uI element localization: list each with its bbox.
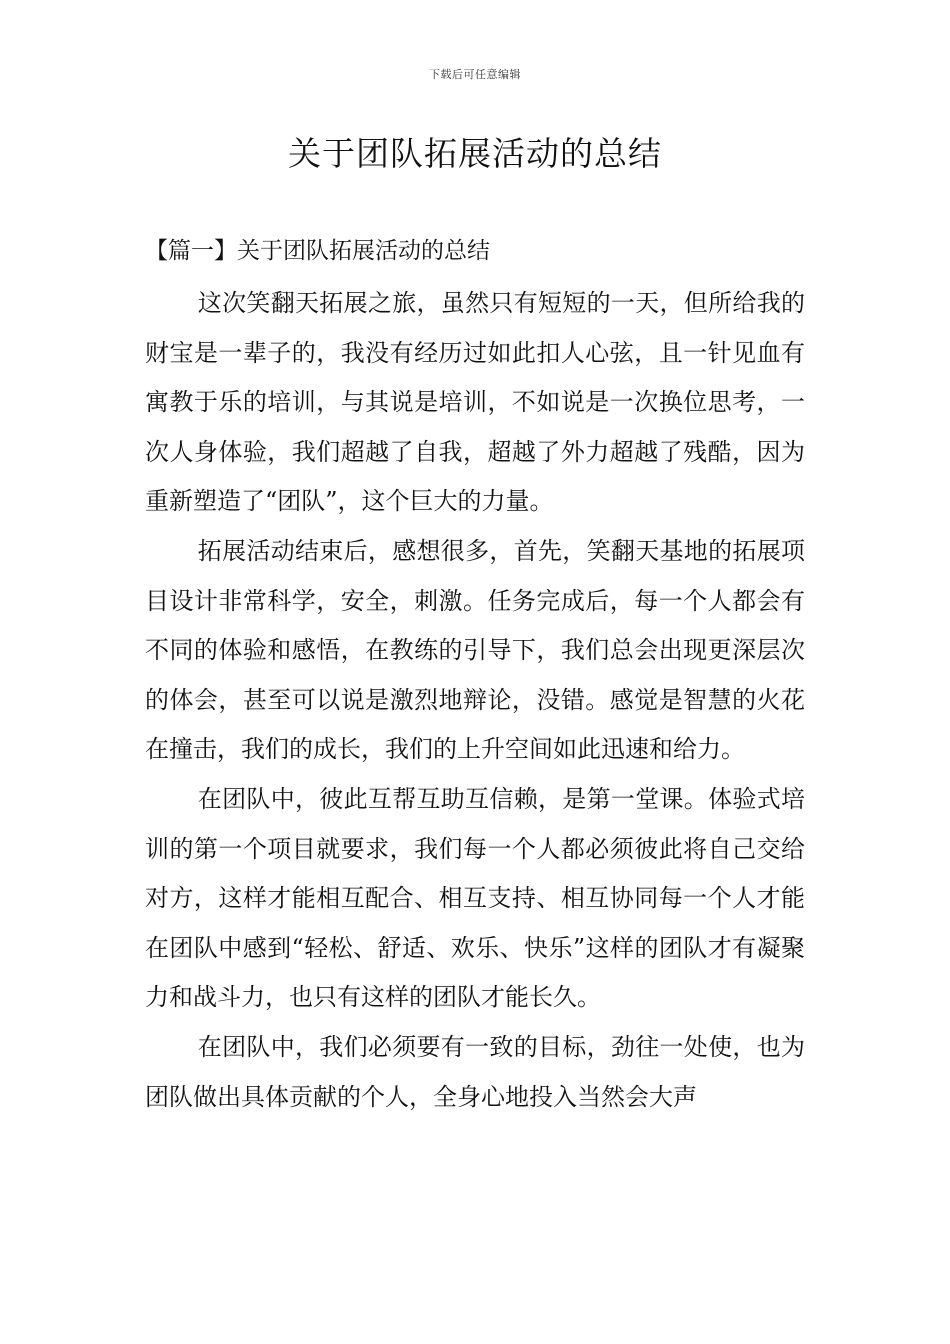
paragraph: 拓展活动结束后，感想很多，首先，笑翻天基地的拓展项目设计非常科学，安全，刺激。任务完成后，每一个人都会有不同的体验和感悟，在教练的引导下，我们总会出现更深层次的体会，甚至可以说是激烈地辩论，没错。感觉是智慧的火花在撞击，我们的成长，我们的上升空间如此迅速和给力。	[145, 536, 805, 764]
download-note: 下载后可任意编辑	[429, 68, 521, 81]
paragraph: 在团队中，彼此互帮互助互信赖，是第一堂课。体验式培训的第一个项目就要求，我们每一个人都必须彼此将自己交给对方，这样才能相互配合、相互支持、相互协同每一个人才能在团队中感到“轻松、舒适、欢乐、快乐”这样的团队才有凝聚力和战斗力，也只有这样的团队才能长久。	[145, 784, 805, 1012]
document-body	[145, 279, 805, 1122]
paragraph: 这次笑翻天拓展之旅，虽然只有短短的一天，但所给我的财宝是一辈子的，我没有经历过如此扣人心弦，且一针见血有寓教于乐的培训，与其说是培训，不如说是一次换位思考，一次人身体验，我们超越了自我，超越了外力超越了残酷，因为重新塑造了“团队”，这个巨大的力量。	[145, 289, 805, 516]
document-title: 关于团队拓展活动的总结	[288, 134, 662, 173]
section-heading: 【篇一】关于团队拓展活动的总结	[145, 238, 490, 264]
paragraph: 在团队中，我们必须要有一致的目标，劲往一处使，也为团队做出具体贡献的个人，全身心地投入当然会大声	[145, 1032, 805, 1111]
